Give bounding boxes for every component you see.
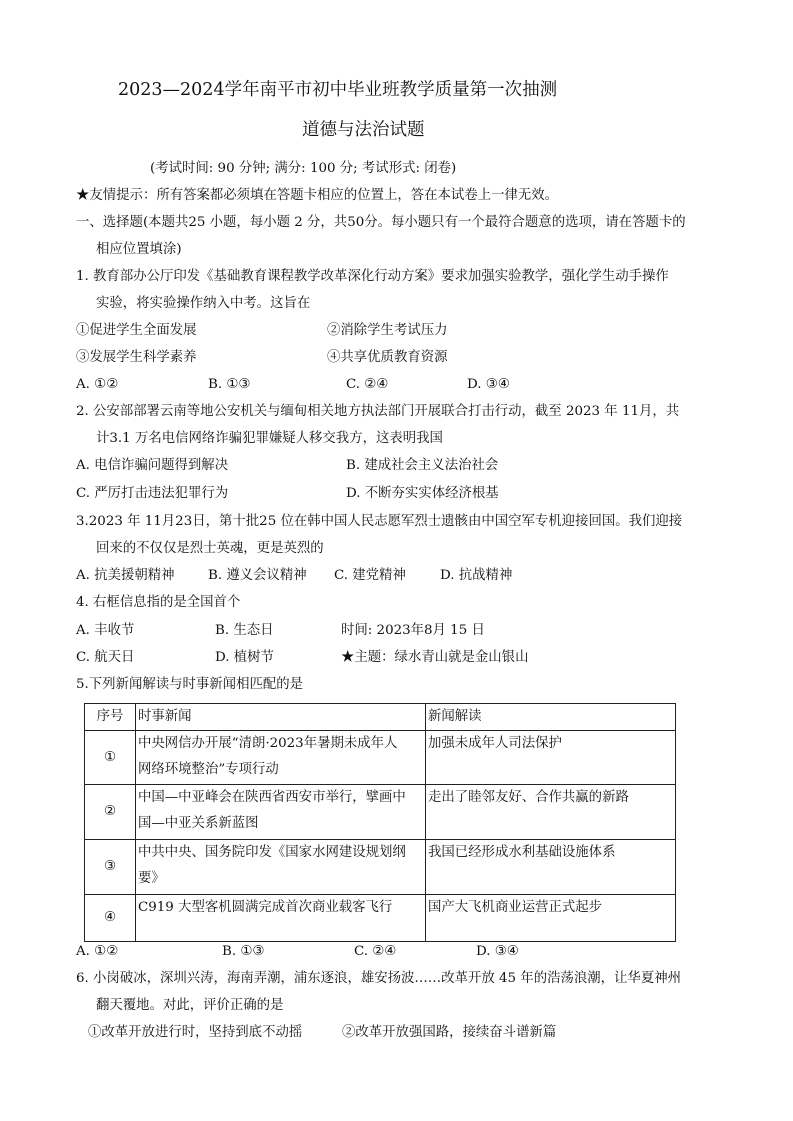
question-2-stem: 2. 公安部部署云南等地公安机关与缅甸相关地方执法部门开展联合打击行动，截至 2023 年 11月，共 xyxy=(76,404,680,419)
question-3-stem-cont: 回来的不仅仅是烈士英魂，更是英烈的 xyxy=(96,541,324,556)
section-heading-cont: 相应位置填涂) xyxy=(96,242,182,257)
interp-line: 走出了睦邻友好、合作共赢的新路 xyxy=(428,790,629,805)
question-1-stem: 1. 教育部办公厅印发《基础教育课程教学改革深化行动方案》要求加强实验教学，强化学生动手操作 xyxy=(76,269,669,284)
q5-option-b[interactable]: B. ①③ xyxy=(222,944,265,959)
q3-option-d[interactable]: D. 抗战精神 xyxy=(440,568,513,583)
news-table xyxy=(84,703,676,942)
q6-item-1: ①改革开放进行时，坚持到底不动摇 xyxy=(88,1025,303,1040)
q6-item-2: ②改革开放强国路，接续奋斗谱新篇 xyxy=(342,1025,557,1040)
row-news xyxy=(136,731,426,785)
q4-box-time: 时间: 2023年8月 15 日 xyxy=(341,623,485,638)
q1-option-b[interactable]: B. ①③ xyxy=(208,377,251,392)
q1-item-4: ④共享优质教育资源 xyxy=(327,350,448,365)
row-news xyxy=(136,785,426,840)
header-news: 时事新闻 xyxy=(136,704,426,731)
row-interpretation xyxy=(426,731,676,785)
q4-option-d[interactable]: D. 植树节 xyxy=(215,650,274,665)
q1-option-c[interactable]: C. ②④ xyxy=(346,377,389,392)
q4-option-c[interactable]: C. 航天日 xyxy=(76,650,135,665)
q3-option-b[interactable]: B. 遵义会议精神 xyxy=(208,568,307,583)
q3-option-a[interactable]: A. 抗美援朝精神 xyxy=(76,568,175,583)
q2-option-b[interactable]: B. 建成社会主义法治社会 xyxy=(346,458,499,473)
header-interpretation: 新闻解读 xyxy=(426,704,676,731)
row-interpretation xyxy=(426,785,676,840)
q4-option-b[interactable]: B. 生态日 xyxy=(215,623,274,638)
interp-line: 国产大飞机商业运营正式起步 xyxy=(428,900,603,915)
question-6-stem: 6. 小岗破冰，深圳兴涛，海南弄潮，浦东逐浪，雄安扬波……改革开放 45 年的浩荡浪潮，让华夏神州 xyxy=(76,971,681,986)
row-interpretation xyxy=(426,840,676,895)
table-row xyxy=(85,840,676,895)
q1-item-3: ③发展学生科学素养 xyxy=(76,350,197,365)
row-num: ② xyxy=(85,785,136,840)
section-heading: 一、选择题(本题共25 小题，每小题 2 分，共50分。每小题只有一个最符合题意的选项，请在答题卡的 xyxy=(76,215,686,230)
q2-option-d[interactable]: D. 不断夯实实体经济根基 xyxy=(346,486,499,501)
news-line: 网络环境整治”专项行动 xyxy=(138,762,279,777)
interp-line: 加强未成年人司法保护 xyxy=(428,736,562,751)
question-2-stem-cont: 计3.1 万名电信网络诈骗犯罪嫌疑人移交我方，这表明我国 xyxy=(96,431,443,446)
news-line: 中国—中亚峰会在陕西省西安市举行，擘画中 xyxy=(138,790,406,805)
q5-option-c[interactable]: C. ②④ xyxy=(354,944,397,959)
news-line: 要》 xyxy=(138,871,165,886)
table-row xyxy=(85,731,676,785)
news-line: 国—中亚关系新蓝图 xyxy=(138,816,259,831)
news-line: C919 大型客机圆满完成首次商业载客飞行 xyxy=(138,900,393,915)
row-news xyxy=(136,840,426,895)
row-num: ① xyxy=(85,731,136,785)
exam-title: 2023—2024学年南平市初中毕业班教学质量第一次抽测 xyxy=(118,80,558,100)
table-header-row xyxy=(85,704,676,731)
q3-option-c[interactable]: C. 建党精神 xyxy=(334,568,406,583)
friendly-tip: ★友情提示：所有答案都必须填在答题卡相应的位置上，答在本试卷上一律无效。 xyxy=(76,188,559,203)
q5-option-a[interactable]: A. ①② xyxy=(76,944,119,959)
header-seq: 序号 xyxy=(85,704,136,731)
table-row xyxy=(85,785,676,840)
question-3-stem: 3.2023 年 11月23日，第十批25 位在韩中国人民志愿军烈士遗骸由中国空军专机迎接回国。我们迎接 xyxy=(76,514,683,529)
question-6-stem-cont: 翻天覆地。对此，评价正确的是 xyxy=(96,998,284,1013)
q1-option-a[interactable]: A. ①② xyxy=(76,377,119,392)
row-interpretation xyxy=(426,895,676,942)
row-num: ③ xyxy=(85,840,136,895)
q5-option-d[interactable]: D. ③④ xyxy=(476,944,519,959)
q4-option-a[interactable]: A. 丰收节 xyxy=(76,623,135,638)
subject-title: 道德与法治试题 xyxy=(302,120,425,140)
q2-option-a[interactable]: A. 电信诈骗问题得到解决 xyxy=(76,458,229,473)
q1-option-d[interactable]: D. ③④ xyxy=(467,377,510,392)
q1-item-2: ②消除学生考试压力 xyxy=(327,323,448,338)
q1-item-1: ①促进学生全面发展 xyxy=(76,323,197,338)
news-line: 中央网信办开展“清朗·2023年暑期未成年人 xyxy=(138,736,398,751)
q2-option-c[interactable]: C. 严厉打击违法犯罪行为 xyxy=(76,486,229,501)
news-line: 中共中央、国务院印发《国家水网建设规划纲 xyxy=(138,845,406,860)
row-num: ④ xyxy=(85,895,136,942)
exam-info: (考试时间: 90 分钟; 满分: 100 分; 考试形式: 闭卷) xyxy=(150,161,457,176)
question-5-stem: 5.下列新闻解读与时事新闻相匹配的是 xyxy=(76,677,304,692)
table-row xyxy=(85,895,676,942)
question-1-stem-cont: 实验，将实验操作纳入中考。这旨在 xyxy=(96,296,311,311)
interp-line: 我国已经形成水利基础设施体系 xyxy=(428,845,616,860)
question-4-stem: 4. 右框信息指的是全国首个 xyxy=(76,595,241,610)
q4-box-theme: ★主题：绿水青山就是金山银山 xyxy=(341,650,529,665)
row-news xyxy=(136,895,426,942)
